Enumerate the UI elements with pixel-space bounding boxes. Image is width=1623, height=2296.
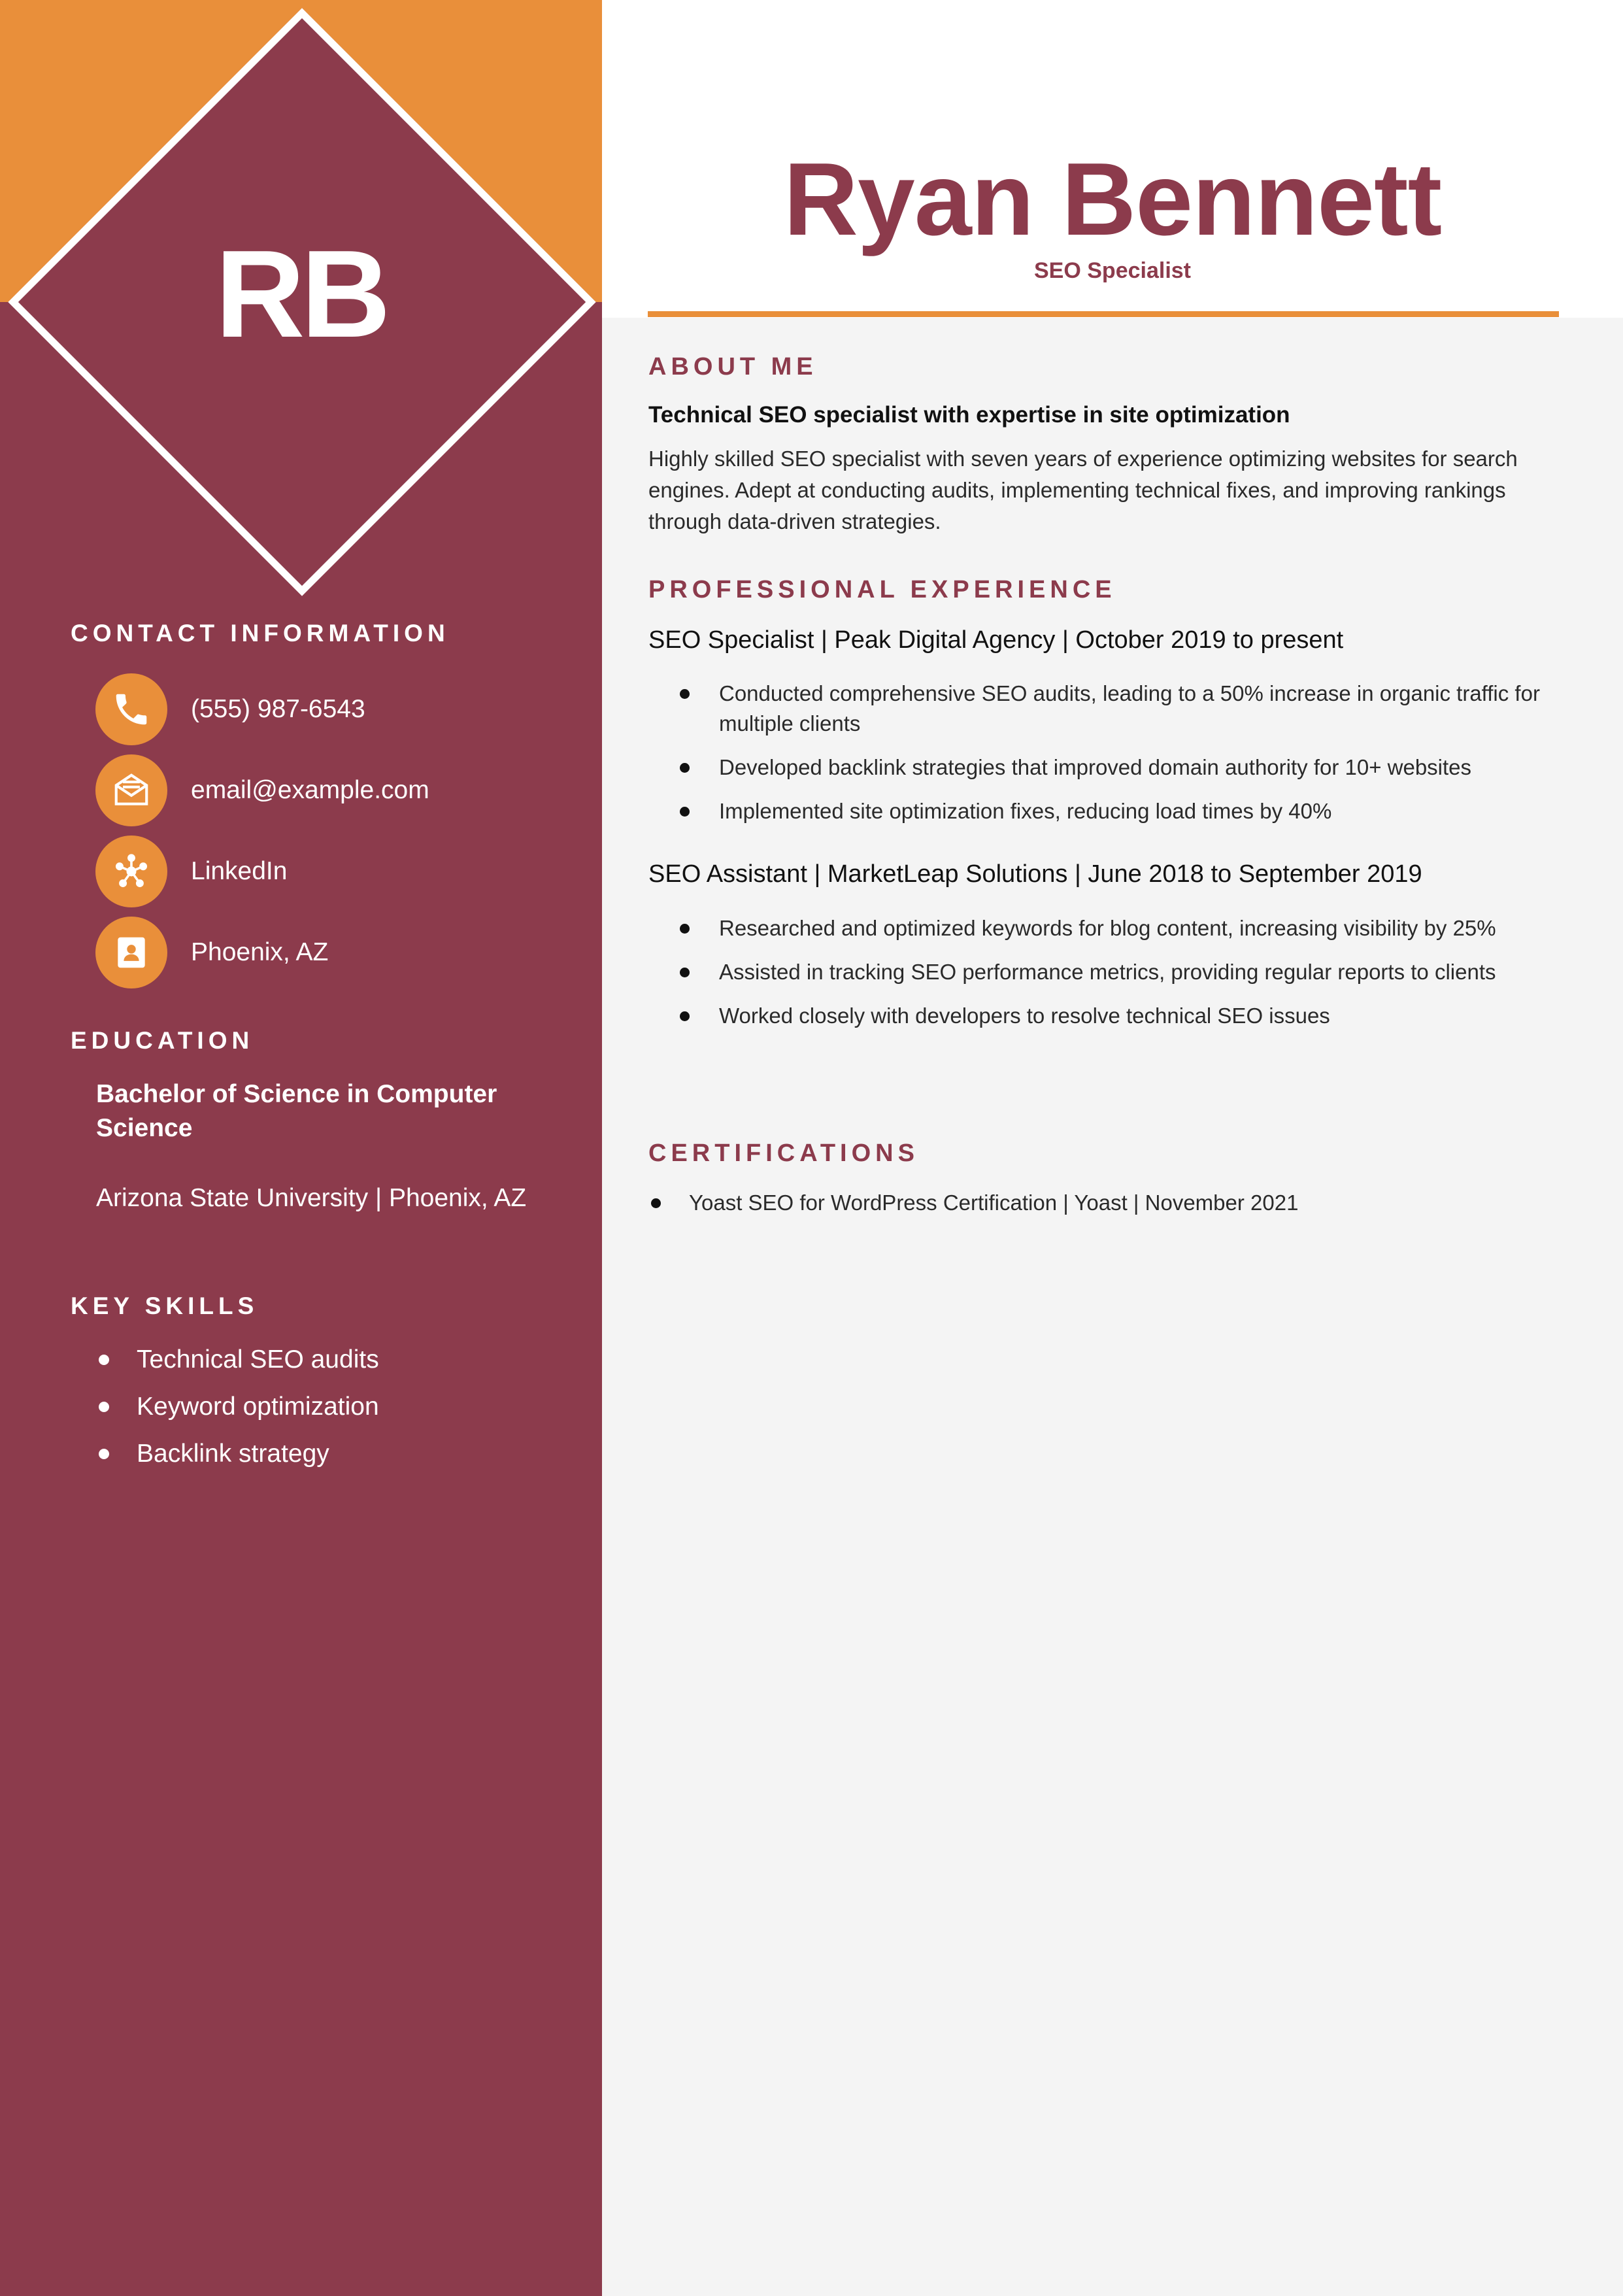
location-text: Phoenix, AZ (191, 938, 329, 966)
contact-location (95, 916, 579, 989)
experience-bullets (677, 679, 1579, 840)
candidate-name (602, 141, 1623, 258)
first-name: Ryan (783, 142, 1034, 257)
address-book-icon (95, 917, 167, 988)
skill-item: Backlink strategy (96, 1434, 379, 1481)
certifications-heading: CERTIFICATIONS (648, 1140, 919, 1167)
contact-heading: CONTACT INFORMATION (71, 620, 450, 647)
experience-heading: PROFESSIONAL EXPERIENCE (648, 576, 1116, 603)
experience-bullet: Assisted in tracking SEO performance metrics, providing regular reports to clients (677, 957, 1579, 987)
about-subheading: Technical SEO specialist with expertise in site optimization (648, 402, 1290, 428)
education-degree: Bachelor of Science in Computer Science (96, 1080, 497, 1142)
phone-icon (95, 673, 167, 745)
phone-text: (555) 987-6543 (191, 695, 365, 723)
experience-job-title: SEO Assistant | MarketLeap Solutions | June 2018 to September 2019 (648, 860, 1422, 888)
contact-linkedin (95, 835, 579, 908)
skills-heading: KEY SKILLS (71, 1292, 259, 1319)
experience-bullet: Researched and optimized keywords for blog content, increasing visibility by 25% (677, 913, 1579, 943)
about-text: Highly skilled SEO specialist with seven years of experience optimizing websites for search engines. Adept at conducting audits, implementing technical fixes, and improving rankings through data-driven strategies. (648, 447, 1518, 533)
education-heading: EDUCATION (71, 1027, 254, 1054)
experience-bullet: Developed backlink strategies that improved domain authority for 10+ websites (677, 752, 1579, 783)
experience-bullets (677, 913, 1579, 1045)
job-title: SEO Specialist (1034, 258, 1191, 283)
skill-item: Keyword optimization (96, 1387, 379, 1434)
skill-item: Technical SEO audits (96, 1340, 379, 1387)
envelope-icon (95, 754, 167, 826)
certifications-list (648, 1188, 1550, 1232)
experience-bullet: Worked closely with developers to resolve technical SEO issues (677, 1001, 1579, 1031)
education-school: Arizona State University | Phoenix, AZ (96, 1184, 527, 1212)
network-icon (95, 836, 167, 907)
certification-item: Yoast SEO for WordPress Certification | Yoast | November 2021 (648, 1188, 1550, 1218)
experience-bullet: Conducted comprehensive SEO audits, leading to a 50% increase in organic traffic for multiple clients (677, 679, 1579, 739)
about-heading: ABOUT ME (648, 353, 818, 380)
contact-phone (95, 673, 579, 746)
email-text[interactable]: email@example.com (191, 776, 429, 804)
contact-email (95, 754, 579, 827)
last-name: Bennett (1062, 142, 1442, 257)
experience-job-title: SEO Specialist | Peak Digital Agency | October 2019 to present (648, 626, 1344, 654)
monogram-initials: RB (215, 225, 387, 363)
experience-bullet: Implemented site optimization fixes, reducing load times by 40% (677, 796, 1579, 826)
linkedin-text[interactable]: LinkedIn (191, 857, 288, 885)
skills-list (96, 1340, 379, 1481)
header-divider (648, 311, 1559, 317)
